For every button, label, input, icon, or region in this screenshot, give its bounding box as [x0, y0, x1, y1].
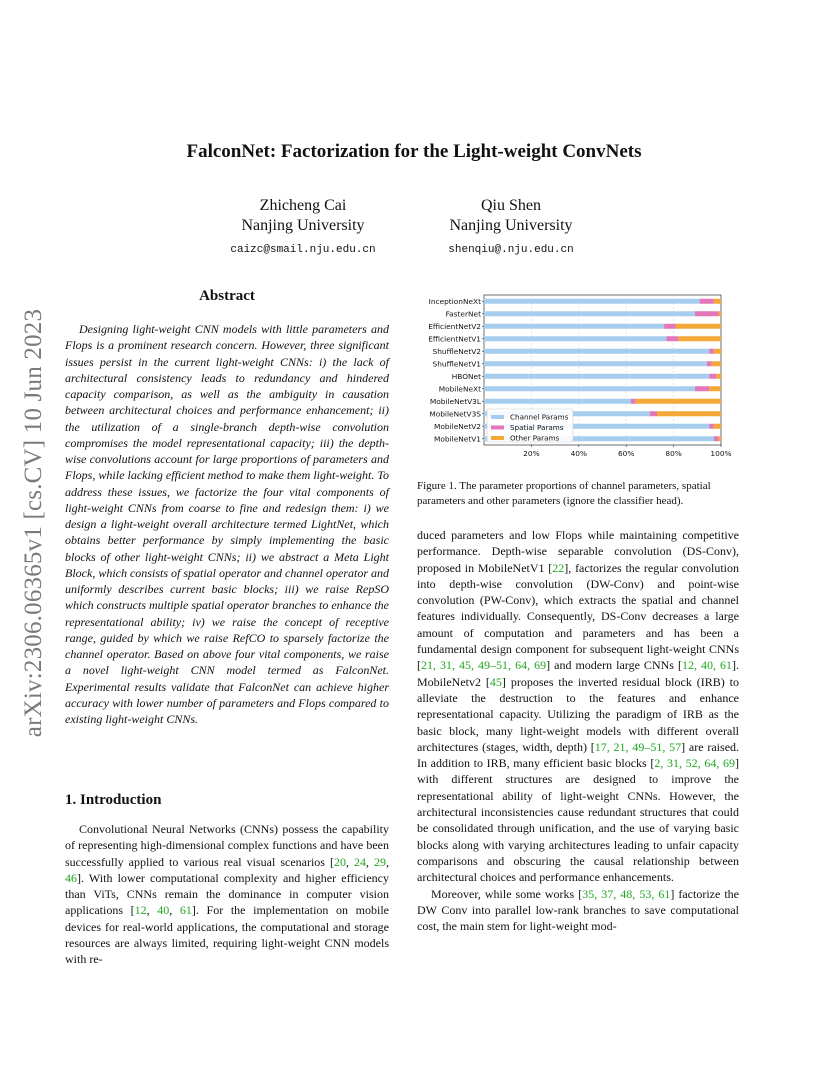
bar-other-params — [714, 299, 721, 304]
bar-other-params — [719, 436, 721, 441]
author-affiliation: Nanjing University — [241, 217, 365, 234]
category-label: MobileNetV3L — [429, 396, 481, 406]
category-label: HBONet — [451, 371, 481, 381]
bar-other-params — [709, 386, 721, 391]
author-email[interactable]: caizc@smail.nju.edu.cn — [230, 244, 376, 256]
bar-spatial-params — [666, 336, 678, 341]
bar-channel-params — [484, 349, 709, 354]
legend-swatch — [491, 436, 504, 440]
category-label: MobileNetV1 — [434, 434, 481, 444]
x-tick-label: 80% — [665, 449, 682, 458]
bar-spatial-params — [714, 436, 719, 441]
author-affiliation: Nanjing University — [449, 217, 573, 234]
citation-link[interactable]: 45 — [489, 674, 502, 689]
bar-channel-params — [484, 361, 707, 366]
bar-other-params — [714, 349, 721, 354]
x-tick-label: 60% — [617, 449, 635, 458]
legend-swatch — [491, 415, 504, 419]
author-name: Qiu Shen — [481, 197, 541, 214]
bar-spatial-params — [695, 386, 709, 391]
abstract-heading: Abstract — [199, 288, 255, 304]
bar-channel-params — [484, 311, 695, 316]
citation-link[interactable]: 61 — [179, 903, 192, 918]
author-block — [391, 196, 631, 260]
category-label: ShuffleNetV2 — [432, 346, 481, 356]
citation-link[interactable]: 29 — [374, 854, 387, 869]
bar-other-params — [657, 411, 721, 416]
citation-link[interactable]: 24 — [354, 854, 366, 869]
citation-link[interactable]: 46 — [65, 870, 77, 885]
author-email[interactable]: shenqiu@.nju.edu.cn — [448, 244, 574, 256]
legend-swatch — [491, 426, 504, 430]
bar-channel-params — [484, 336, 666, 341]
bar-channel-params — [484, 374, 709, 379]
section-heading: 1. Introduction — [65, 792, 162, 808]
right-column-text — [417, 527, 739, 934]
legend-label: Spatial Params — [510, 423, 564, 432]
category-label: EfficientNetV1 — [428, 334, 481, 344]
figure-caption: Figure 1. The parameter proportions of channel parameters, spatial parameters and other parameters (ignore the classifier head). — [417, 480, 711, 507]
citation-link[interactable]: 21, 31, 45, 49–51, 64, 69 — [421, 658, 547, 673]
body-paragraph: duced parameters and low Flops while maintaining competitive performance. Depth-wise separable convolution (DS-Conv), proposed in MobileNetV1 [22], factorizes the regular convolution into depth-wise convolution (DW-Conv) and point-wise convolution (PW-Conv), which extracts the spatial and channel features individually. Consequently, DS-Conv decreases a large amount of computation and parameters and has been a fundamental design component for subsequent light-weight CNNs [21, 31, 45, 49–51, 64, 69] and modern large CNNs [12, 40, 61]. MobileNetv2 [45] proposes the inverted residual block (IRB) to alleviate the destruction to the features and enhance representational capacity. Utilizing the paradigm of IRB as the basic block, many light-weight models with different overall architectures (stages, width, depth) [17, 21, 49–51, 57] are raised. In addition to IRB, many efficient basic blocks [2, 31, 52, 64, 69] with different structures are designed to improve the representational ability of light-weight CNNs. However, the architectural inconsistencies cause redundant structures that could be consolidated through unification, and the use of varying basic blocks along with varying architectures leading to unfair capacity comparisons and obscuring the causal relationship between architectural choices and performance enhancements. — [417, 528, 740, 885]
bar-spatial-params — [631, 399, 636, 404]
citation-link[interactable]: 35, 37, 48, 53, 61 — [582, 886, 671, 901]
body-paragraph: Moreover, while some works [35, 37, 48, 53, 61] factorize the DW Conv into parallel low-rank branches to save computational cost, the main stem for light-weight mod- — [417, 886, 740, 934]
bar-channel-params — [484, 399, 631, 404]
bar-other-params — [636, 399, 721, 404]
bar-other-params — [719, 311, 721, 316]
x-tick-label: 40% — [570, 449, 588, 458]
category-label: ShuffleNetV1 — [432, 359, 481, 369]
bar-other-params — [716, 374, 721, 379]
x-tick-label: 20% — [523, 449, 540, 458]
category-label: MobileNetV2 — [434, 421, 481, 431]
citation-link[interactable]: 22 — [552, 560, 565, 575]
bar-other-params — [676, 324, 721, 329]
bar-channel-params — [484, 386, 695, 391]
bar-spatial-params — [700, 299, 714, 304]
bar-other-params — [678, 336, 721, 341]
bar-other-params — [714, 424, 721, 429]
category-label: MobileNetV3S — [429, 409, 481, 419]
bar-spatial-params — [709, 374, 716, 379]
citation-link[interactable]: 12, 40, 61 — [681, 658, 733, 673]
bar-spatial-params — [707, 361, 712, 366]
citation-link[interactable]: 40 — [157, 903, 170, 918]
author-name: Zhicheng Cai — [259, 197, 347, 214]
citation-link[interactable]: 2, 31, 52, 64, 69 — [654, 756, 736, 771]
abstract-text: Designing light-weight CNN models with little parameters and Flops is a prominent research concern. However, three significant issues persist in the current light-weight CNNs: i) the lack of architectural consistency leads to redundancy and hindered capacity comparison, as well as the ambiguity in causation between architectural choices and performance enhancement; ii) the utilization of a single-branch depth-wise convolution compromises the model representational capacity; iii) the depth-wise convolutions account for large proportions of parameters and Flops, while lacking efficient method to make them light-weight. To address these issues, we factorize the four vital components of light-weight CNNs from coarse to fine and redesign them: i) we design a light-weight overall architecture termed LightNet, which obtains better performance by simply implementing the basic blocks of other light-weight CNNs; ii) we abstract a Meta Light Block, which consists of spatial operator and channel operator and uniformly describes current basic blocks; iii) we raise RepSO which constructs multiple spatial operator branches to enhance the representational ability; iv) we raise the concept of receptive range, guided by which we raise RefCO to sparsely factorize the channel operator. Based on above four vital components, we raise a novel light-weight CNN model termed as FalconNet. Experimental results validate that FalconNet can achieve higher accuracy with lower number of parameters and Flops compared to existing light-weight CNNs. — [65, 322, 389, 726]
bar-channel-params — [484, 299, 700, 304]
citation-link[interactable]: 17, 21, 49–51, 57 — [594, 739, 682, 754]
arxiv-stamp: arXiv:2306.06365v1 [cs.CV] 10 Jun 2023 — [20, 308, 47, 738]
bar-spatial-params — [709, 349, 714, 354]
bar-spatial-params — [650, 411, 657, 416]
bar-other-params — [712, 361, 721, 366]
intro-paragraph: Convolutional Neural Networks (CNNs) possess the capability of representing high-dimensional complex functions and have been successfully applied to various real visual scenarios [20, 24, 29, 46]. With lower computational complexity and higher efficiency than ViTs, CNNs remain the dominance in computer vision applications [12, 40, 61]. For the implementation on mobile devices for real-world applications, the computational and storage resources are always limited, requiring light-weight CNN models with re- — [65, 822, 390, 967]
paper-title: FalconNet: Factorization for the Light-weight ConvNets — [186, 141, 642, 162]
category-label: EfficientNetV2 — [428, 321, 481, 331]
bar-spatial-params — [695, 311, 719, 316]
category-label: FasterNet — [445, 309, 481, 319]
figure-1 — [417, 291, 747, 466]
param-proportion-chart — [417, 291, 747, 466]
bar-channel-params — [484, 324, 664, 329]
bar-spatial-params — [664, 324, 676, 329]
category-label: InceptionNeXt — [428, 296, 481, 306]
author-block — [183, 196, 423, 260]
x-tick-label: 100% — [710, 449, 732, 458]
legend-label: Channel Params — [510, 412, 569, 422]
bar-spatial-params — [709, 424, 714, 429]
citation-link[interactable]: 12 — [134, 903, 147, 918]
category-label: MobileNeXt — [438, 384, 481, 394]
citation-link[interactable]: 20 — [333, 854, 346, 869]
legend-label: Other Params — [510, 433, 560, 443]
